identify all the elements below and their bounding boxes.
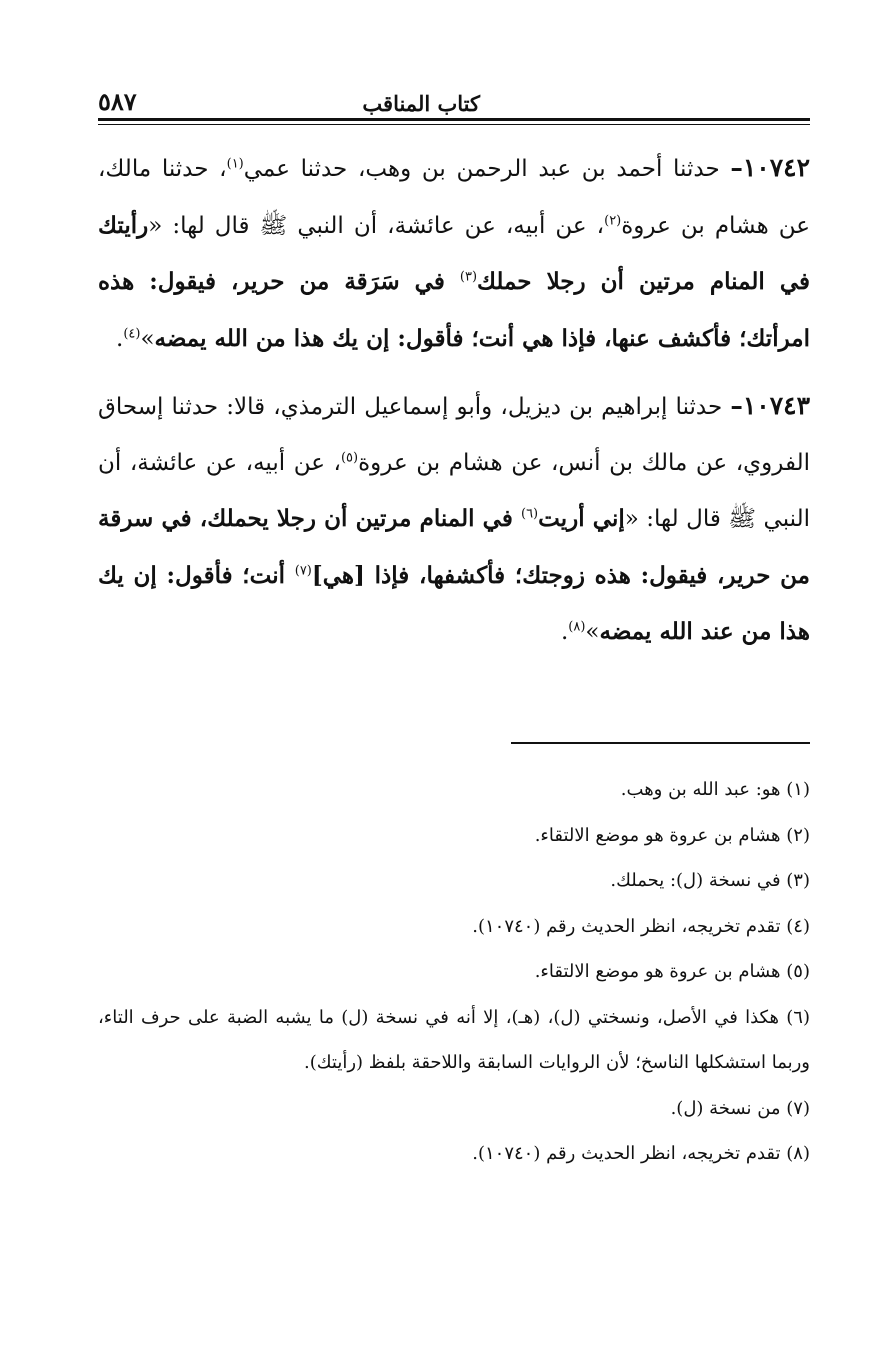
hadith-10742 <box>98 140 810 367</box>
page-number: ٥٨٧ <box>98 87 137 116</box>
footnote-ref: (١) <box>226 156 244 172</box>
footnote-ref: (٢) <box>604 212 622 228</box>
isnad-text: ، عن أبيه، عن عائشة، أن النبي ﷺ قال لها: « <box>98 449 811 532</box>
footnotes <box>98 767 810 1177</box>
footnote-6: (٦) هكذا في الأصل، ونسختي (ل)، (هـ)، إلا أنه في نسخة (ل) ما يشبه الضبة على حرف التاء، وربما استشكلها الناسخ؛ لأن الروايات السابقة واللاحقة بلفظ (رأيتك). <box>98 1006 810 1073</box>
footnote-7: (٧) من نسخة (ل). <box>670 1097 810 1119</box>
isnad-text: حدثنا أحمد بن عبد الرحمن بن وهب، حدثنا عمي <box>243 156 731 182</box>
footnote-ref: (٥) <box>340 449 359 465</box>
footnote-2: (٢) هشام بن عروة هو موضع الالتقاء. <box>534 824 810 846</box>
footnote-ref: (٨) <box>568 619 586 635</box>
quote-close: » <box>140 325 155 352</box>
footnote-5: (٥) هشام بن عروة هو موضع الالتقاء. <box>534 961 810 982</box>
footnote-separator <box>511 742 810 744</box>
quote-close: » <box>585 619 600 645</box>
header-rule-thin <box>98 124 810 125</box>
page-header <box>98 82 810 116</box>
footnote-4: (٤) تقدم تخريجه، انظر الحديث رقم (١٠٧٤٠). <box>472 915 810 937</box>
period: . <box>116 325 124 352</box>
matn-text: في المنام مرتين أن رجلا يحملك، في سرقة من حرير، فيقول: هذه زوجتك؛ فأكشفها، فإذا [هي] <box>98 505 810 589</box>
isnad-text: ، عن أبيه، عن عائشة، أن النبي ﷺ قال لها: « <box>148 212 605 239</box>
matn-text: رأيتك في المنام مرتين أن رجلا حملك <box>98 211 810 295</box>
hadith-number: ١٠٧٤٣– <box>730 391 810 420</box>
footnote-ref: (٣) <box>459 269 478 285</box>
matn-text: إني أريت <box>538 505 625 532</box>
hadith-10743 <box>98 378 810 661</box>
header-rule-thick <box>98 118 810 121</box>
isnad-text: حدثنا إبراهيم بن ديزيل، وأبو إسماعيل الترمذي، قالا: حدثنا إسحاق الفروي، عن مالك بن أنس، عن هشام بن عروة <box>98 394 810 476</box>
period: . <box>560 619 569 645</box>
footnote-ref: (٦) <box>520 506 539 522</box>
footnote-8: (٨) تقدم تخريجه، انظر الحديث رقم (١٠٧٤٠). <box>472 1143 810 1164</box>
matn-text: في سَرَقة من حرير، فيقول: هذه امرأتك؛ فأكشف عنها، فإذا هي أنت؛ فأقول: إن يك هذا من الله يمضه <box>98 268 810 352</box>
matn-text: أنت؛ فأقول: إن يك هذا من عند الله يمضه <box>98 561 810 645</box>
footnote-1: (١) هو: عبد الله بن وهب. <box>620 779 810 800</box>
footnote-3: (٣) في نسخة (ل): يحملك. <box>610 870 810 891</box>
main-text <box>98 140 810 672</box>
footnote-ref: (٤) <box>123 325 141 341</box>
running-title: كتاب المناقب <box>362 91 480 116</box>
hadith-number: ١٠٧٤٢– <box>730 153 811 182</box>
footnote-ref: (٧) <box>294 562 312 578</box>
isnad-text: ، حدثنا مالك، عن هشام بن عروة <box>98 156 810 239</box>
